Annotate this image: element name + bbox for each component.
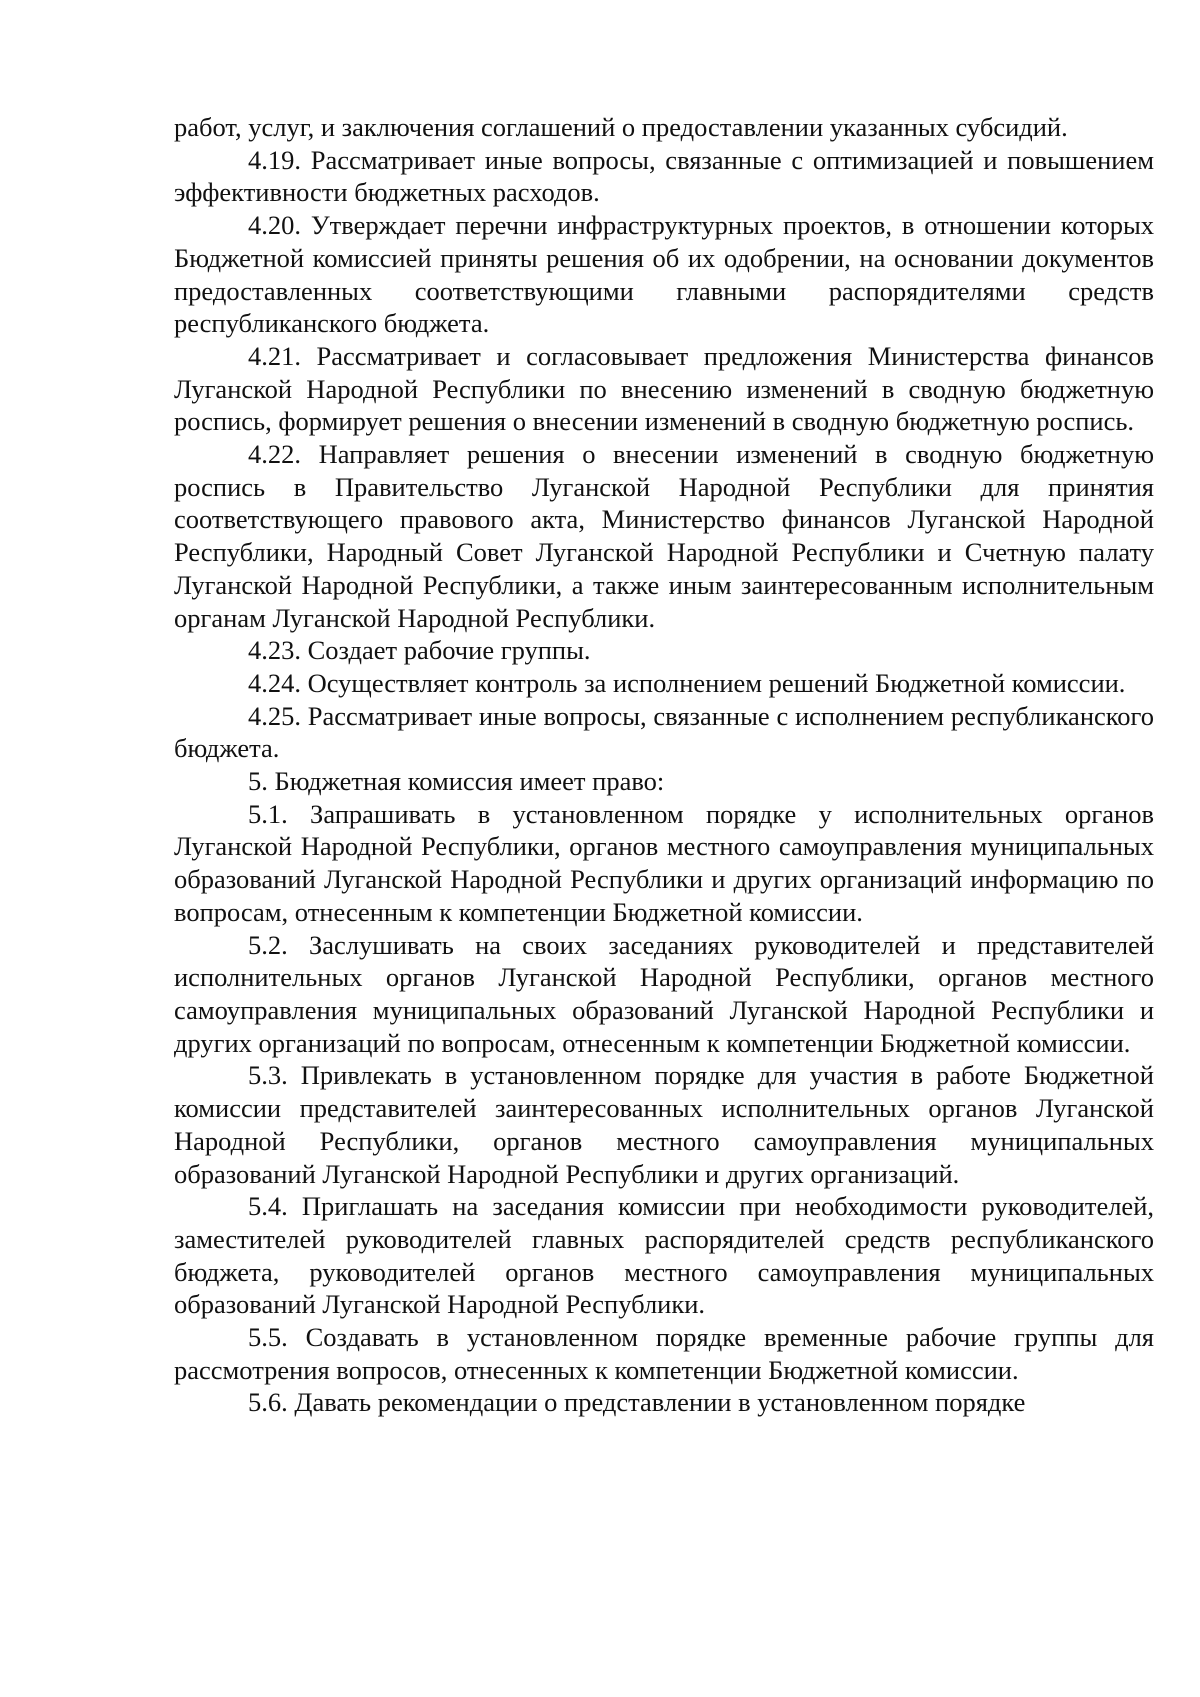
paragraph-5-1: 5.1. Запрашивать в установленном порядке у исполнительных органов Луганской Народной Республики, органов местного самоуправления муниципальных образований Луганской Народной Республики и других организаций информацию по вопросам, отнесенным к компетенции Бюджетной комиссии. <box>174 798 1154 927</box>
paragraph-4-20: 4.20. Утверждает перечни инфраструктурных проектов, в отношении которых Бюджетной комиссией приняты решения об их одобрении, на основании документов предоставленных соответствующими главными распорядителями средств республиканского бюджета. <box>174 210 1154 339</box>
document-body <box>174 111 1154 1419</box>
paragraph-4-25: 4.25. Рассматривает иные вопросы, связанные с исполнением республиканского бюджета. <box>174 700 1154 764</box>
paragraph-5-6: 5.6. Давать рекомендации о представлении в установленном порядке <box>248 1387 1026 1418</box>
paragraph-5-2: 5.2. Заслушивать на своих заседаниях руководителей и представителей исполнительных органов Луганской Народной Республики, органов местного самоуправления муниципальных образований Луганской Народной Республики и других организаций по вопросам, отнесенным к компетенции Бюджетной комиссии. <box>174 929 1154 1058</box>
paragraph-5: 5. Бюджетная комиссия имеет право: <box>248 766 665 797</box>
paragraph-5-3: 5.3. Привлекать в установленном порядке для участия в работе Бюджетной комиссии представителей заинтересованных исполнительных органов Луганской Народной Республики, органов местного самоуправления муниципальных образований Луганской Народной Республики и других организаций. <box>174 1060 1154 1189</box>
paragraph-4-21: 4.21. Рассматривает и согласовывает предложения Министерства финансов Луганской Народной Республики по внесению изменений в сводную бюджетную роспись, формирует решения о внесении изменений в сводную бюджетную роспись. <box>174 340 1154 437</box>
paragraph-4-22: 4.22. Направляет решения о внесении изменений в сводную бюджетную роспись в Правительство Луганской Народной Республики для принятия соответствующего правового акта, Министерство финансов Луганской Народной Республики, Народный Совет Луганской Народной Республики и Счетную палату Луганской Народной Республики, а также иным заинтересованным исполнительным органам Луганской Народной Республики. <box>174 439 1154 633</box>
paragraph-continuation: работ, услуг, и заключения соглашений о предоставлении указанных субсидий. <box>174 112 1068 142</box>
paragraph-5-5: 5.5. Создавать в установленном порядке временные рабочие группы для рассмотрения вопросов, отнесенных к компетенции Бюджетной комиссии. <box>174 1322 1154 1385</box>
paragraph-4-19: 4.19. Рассматривает иные вопросы, связанные с оптимизацией и повышением эффективности бюджетных расходов. <box>174 144 1154 208</box>
paragraph-4-23: 4.23. Создает рабочие группы. <box>248 635 591 666</box>
paragraph-4-24: 4.24. Осуществляет контроль за исполнением решений Бюджетной комиссии. <box>248 667 1126 698</box>
paragraph-5-4: 5.4. Приглашать на заседания комиссии при необходимости руководителей, заместителей руководителей главных распорядителей средств республиканского бюджета, руководителей органов местного самоуправления муниципальных образований Луганской Народной Республики. <box>174 1191 1154 1320</box>
